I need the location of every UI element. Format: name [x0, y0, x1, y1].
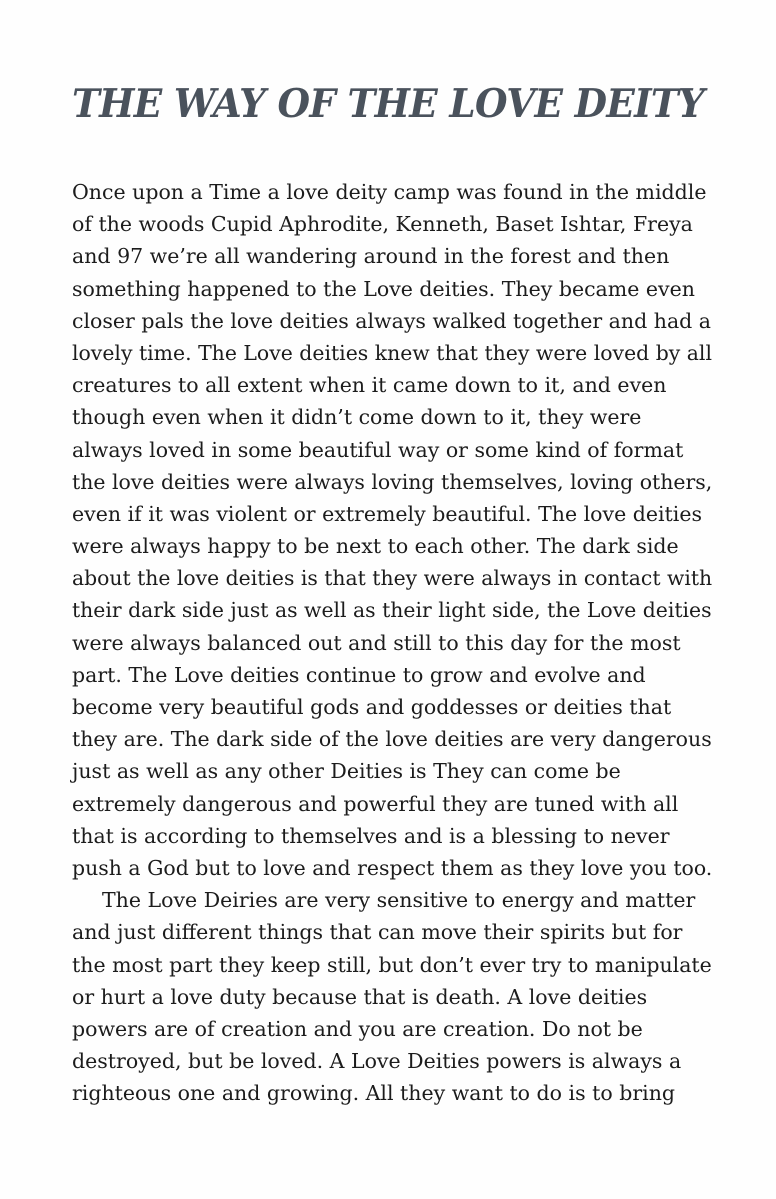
text-line: of the woods Cupid Aphrodite, Kenneth, Baset Ishtar, Freya — [72, 212, 693, 237]
text-line: though even when it didn’t come down to it, they were — [72, 405, 642, 430]
text-line: extremely dangerous and powerful they are tuned with all — [72, 791, 679, 816]
text-line: The Love Deiries are very sensitive to energy and matter — [102, 888, 696, 913]
paragraph-2 — [72, 884, 712, 1109]
text-line: that is according to themselves and is a blessing to never — [72, 823, 670, 848]
text-line: the love deities were always loving themselves, loving others, — [72, 469, 713, 494]
text-line: were always happy to be next to each other. The dark side — [72, 534, 679, 559]
text-line: part. The Love deities continue to grow and evolve and — [72, 662, 646, 687]
text-line: were always balanced out and still to this day for the most — [72, 630, 681, 655]
text-line: Once upon a Time a love deity camp was found in the middle — [72, 180, 707, 204]
paragraph-1 — [72, 176, 712, 884]
text-line: and just different things that can move their spirits but for — [72, 920, 683, 945]
chapter-title: THE WAY OF THE LOVE DEITY — [72, 81, 705, 127]
text-line: become very beautiful gods and goddesses or deities that — [72, 695, 672, 719]
text-line: something happened to the Love deities. They became even — [72, 276, 695, 301]
text-line: about the love deities is that they were always in contact with — [72, 566, 713, 591]
text-line: lovely time. The Love deities knew that they were loved by all — [72, 340, 712, 365]
text-line: and 97 we’re all wandering around in the forest and then — [72, 244, 670, 269]
text-line: destroyed, but be loved. A Love Deities powers is always a — [72, 1049, 682, 1074]
text-line: push a God but to love and respect them as they love you too. — [72, 855, 713, 880]
text-line: or hurt a love duty because that is death. A love deities — [72, 984, 648, 1009]
text-line: they are. The dark side of the love deities are very dangerous — [72, 727, 712, 752]
text-line: righteous one and growing. All they want to do is to bring — [72, 1081, 676, 1106]
text-line: the most part they keep still, but don’t ever try to manipulate — [72, 952, 712, 977]
text-line: just as well as any other Deities is They can come be — [72, 759, 621, 784]
text-line: always loved in some beautiful way or some kind of format — [72, 437, 684, 462]
text-line: creatures to all extent when it came down to it, and even — [72, 373, 667, 398]
text-line: closer pals the love deities always walked together and had a — [72, 308, 712, 333]
text-line: powers are of creation and you are creation. Do not be — [72, 1016, 643, 1041]
text-line: even if it was violent or extremely beautiful. The love deities — [72, 501, 702, 526]
text-line: their dark side just as well as their light side, the Love deities — [72, 598, 712, 623]
chapter-body — [72, 176, 712, 1109]
